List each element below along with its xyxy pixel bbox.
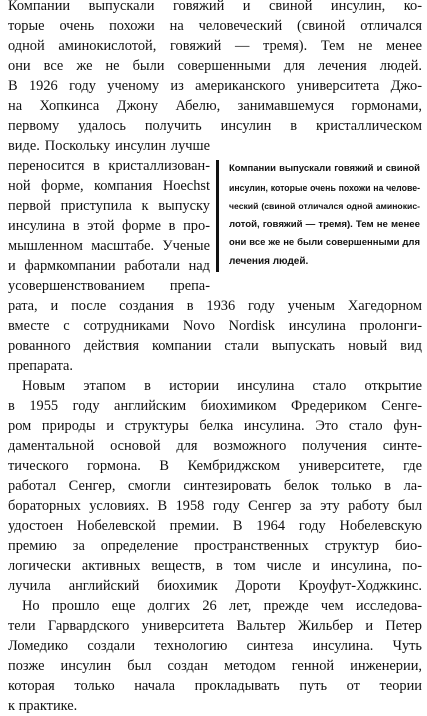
text-line: к практике. — [8, 698, 78, 714]
text-line: премию за определение пространственных структур био- — [8, 538, 422, 554]
sidebar-line: они все же не были совершенными для — [229, 237, 420, 249]
text-line: первой приступила к выпуску — [8, 198, 210, 214]
text-line: работал Сенгер, смогли синтезировать белок только в ла- — [8, 478, 422, 494]
text-line: на Хопкинса Джону Абелю, занимавшемуся гормонами, — [8, 98, 422, 114]
text-line: позже инсулин был создан методом генной инженерии, — [8, 658, 422, 674]
sidebar-line: Компании выпускали говяжий и свиной — [229, 163, 420, 174]
text-line: тического гормона. В Кембриджском университете, где — [8, 458, 422, 474]
text-line: которая только начала прокладывать путь от теории — [8, 678, 422, 694]
pull-quote-sidebar — [216, 160, 420, 272]
text-line: Ломедико создали технологию синтеза инсулина. Чуть — [8, 638, 422, 654]
sidebar-line: лотой, говяжий — тремя). Тем не менее — [229, 218, 420, 230]
text-line: торые очень похожи на человеческий (свиной отличался — [8, 18, 422, 34]
text-line: ром природы и структуры белка инсулина. Это стало фун- — [8, 418, 422, 434]
text-line: Компании выпускали говяжий и свиной инсулин, ко- — [8, 0, 422, 14]
text-line: логически активных веществ, в том числе и инсулина, по- — [8, 558, 422, 574]
text-line: рованного действия компании стали выпускать новый вид — [8, 338, 422, 354]
text-line: ной форме, компания Hoechst — [8, 178, 210, 194]
text-line: усовершенствованием препа- — [8, 278, 210, 294]
sidebar-line: ческий (свиной отличался одной аминокис- — [229, 201, 420, 212]
text-line: рата, и после создания в 1936 году ученым Хагедорном — [8, 298, 422, 314]
text-line: переносится в кристаллизован- — [8, 158, 210, 174]
text-line: бораторных условиях. В 1958 году Сенгер за эту работу был — [8, 498, 422, 514]
text-line: Но прошло еще долгих 26 лет, прежде чем исследова- — [22, 598, 422, 614]
text-line: мышленном масштабе. Ученые — [8, 238, 210, 254]
text-line: Новым этапом в истории инсулина стало открытие — [22, 378, 422, 394]
text-line: даментальной основой для возможного получения синте- — [8, 438, 422, 454]
sidebar-line: инсулин, которые очень похожи на челове- — [229, 182, 420, 193]
text-line: лучила английский биохимик Дороти Кроуфут-Ходжкинс. — [8, 578, 422, 594]
text-line: инсулина в этой форме в про- — [8, 218, 210, 234]
sidebar-line: лечения людей. — [229, 255, 309, 267]
text-line: вместе с сотрудниками Novo Nordisk инсулина пролонги- — [8, 318, 422, 334]
text-line: удостоен Нобелевской премии. В 1964 году Нобелевскую — [8, 518, 422, 534]
text-line: они все же не были совершенными для лечения людей. — [8, 58, 422, 74]
text-line: виде. Поскольку инсулин лучше — [8, 138, 210, 154]
text-line: первому удалось получить инсулин в кристаллическом — [8, 118, 422, 134]
text-line: одной аминокислотой, говяжий — тремя). Тем не менее — [8, 38, 422, 54]
text-line: и фармкомпании работали над — [8, 258, 210, 274]
text-line: В 1926 году ученому из американского университета Джо- — [8, 78, 422, 94]
text-line: в 1955 году английским биохимиком Фредериком Сенге- — [8, 398, 422, 414]
text-line: тели Гарвардского университета Вальтер Жильбер и Петер — [8, 618, 422, 634]
text-line: препарата. — [8, 358, 74, 374]
